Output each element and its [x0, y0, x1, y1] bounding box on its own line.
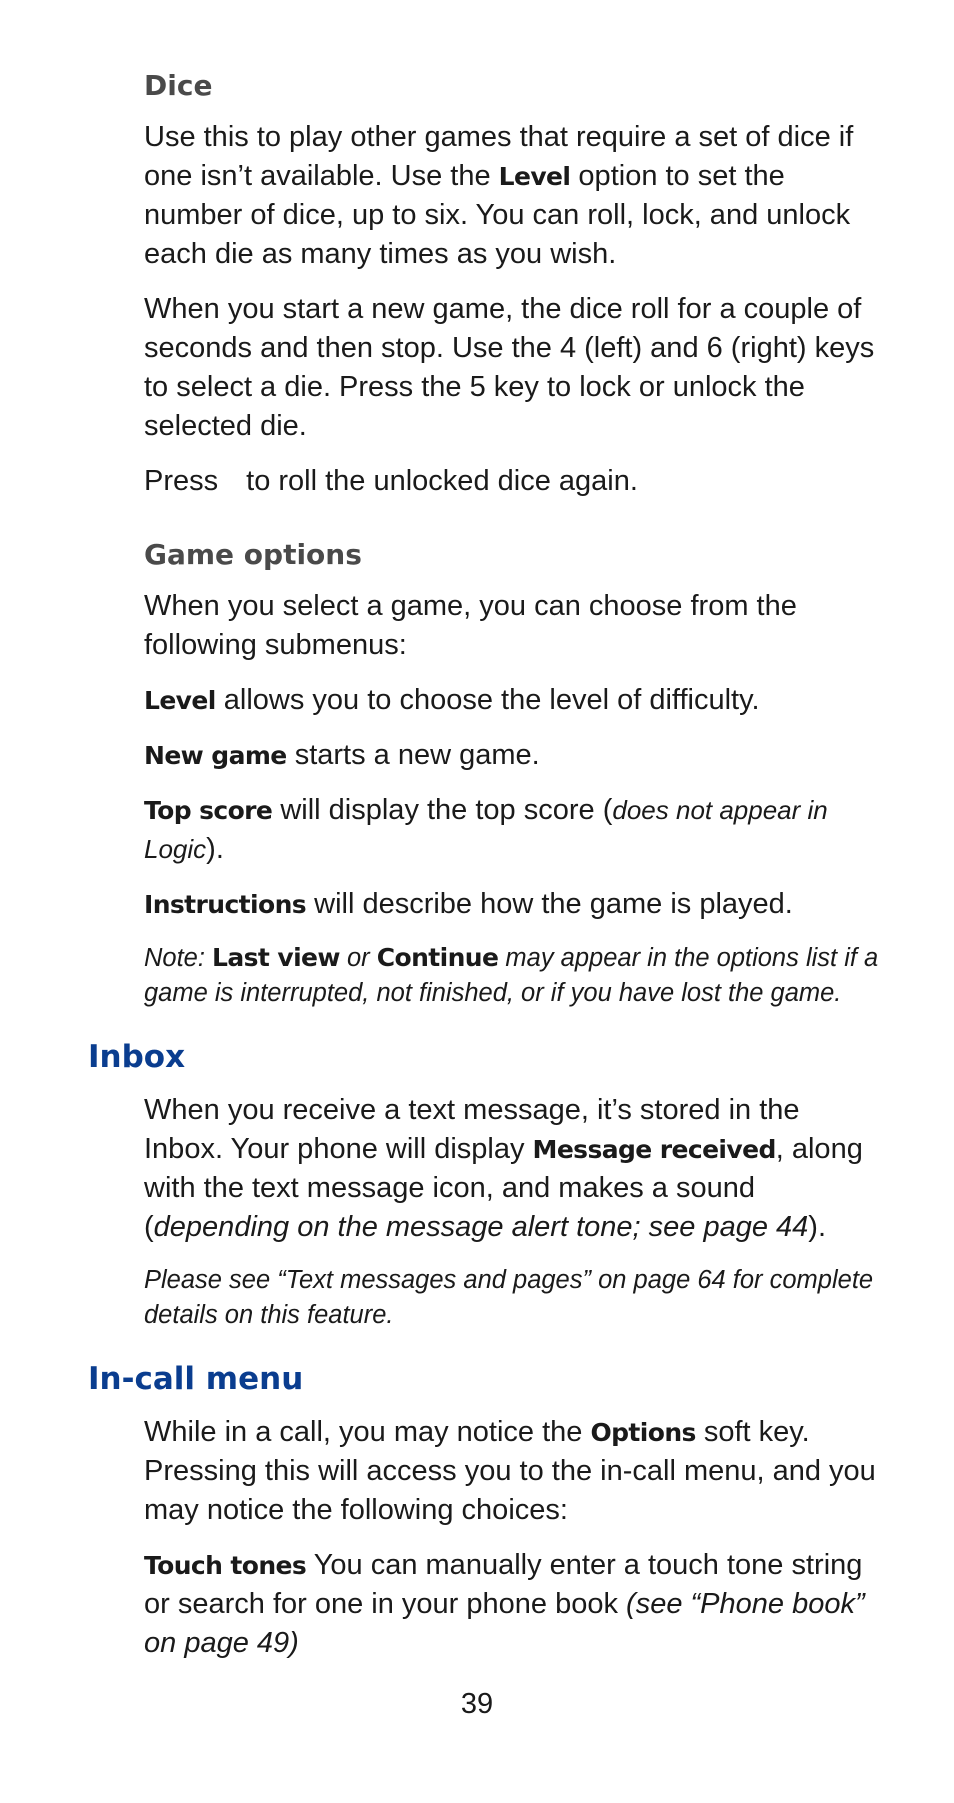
touch-tones-em: (see “Phone book” on page 49)	[144, 1588, 865, 1659]
continue-term: Continue	[376, 943, 499, 972]
instructions-text: will describe how the game is played.	[306, 888, 793, 920]
inbox-text-c: ).	[808, 1211, 827, 1243]
top-score-em: does not appear in Logic	[144, 795, 828, 864]
inbox-note: Please see “Text messages and pages” on page 64 for complete details on this feature.	[144, 1266, 874, 1329]
top-score-text: will display the top score (	[272, 794, 613, 826]
instructions-option	[144, 885, 884, 924]
options-term: Options	[590, 1418, 696, 1447]
touch-tones-term: Touch tones	[144, 1551, 307, 1580]
new-game-option	[144, 736, 884, 775]
instructions-term: Instructions	[144, 890, 307, 919]
note-or: or	[339, 944, 377, 972]
dice-paragraph-3	[144, 462, 884, 501]
level-term: Level	[498, 162, 571, 191]
note-label: Note:	[144, 944, 213, 972]
in-call-menu-heading: In-call menu	[88, 1361, 304, 1397]
in-call-paragraph	[144, 1413, 884, 1530]
level-option-text: allows you to choose the level of difficulty.	[215, 684, 760, 716]
dice-heading: Dice	[144, 69, 213, 102]
note-text: may appear in the options list if a game is interrupted, not finished, or if you have lost the game.	[144, 944, 879, 1007]
inbox-text-b: , along with the text message icon, and makes a sound (	[144, 1133, 863, 1243]
level-option-term: Level	[144, 686, 216, 715]
in-call-text-a: While in a call, you may notice the	[144, 1416, 591, 1448]
inbox-em: depending on the message alert tone; see page 44	[153, 1211, 809, 1243]
new-game-term: New game	[144, 741, 287, 770]
game-options-intro: When you select a game, you can choose from the following submenus:	[144, 590, 797, 661]
game-options-heading: Game options	[144, 538, 362, 571]
game-options-note	[144, 940, 884, 1011]
dice-paragraph-2: When you start a new game, the dice roll for a couple of seconds and then stop. Use the 4 (left) and 6 (right) keys to select a die. Press the 5 key to lock or unlock the selected die.	[144, 293, 875, 442]
inbox-text-a: When you receive a text message, it’s stored in the Inbox. Your phone will display	[144, 1094, 800, 1165]
page-content	[88, 68, 884, 1679]
touch-tones-text: You can manually enter a touch tone string or search for one in your phone book	[144, 1549, 863, 1620]
dice-p1-text-a: Use this to play other games that require a set of dice if one isn’t available. Use the	[144, 121, 854, 192]
dice-p1-text-b: option to set the number of dice, up to six. You can roll, lock, and unlock each die as many times as you wish.	[144, 160, 851, 270]
dice-p3-text-b: to roll the unlocked dice again.	[246, 465, 638, 497]
top-score-end: ).	[206, 833, 224, 865]
message-received-term: Message received	[532, 1135, 776, 1164]
in-call-text-b: soft key. Pressing this will access you to the in-call menu, and you may notice the following choices:	[144, 1416, 876, 1526]
inbox-heading: Inbox	[88, 1039, 186, 1075]
page-number: 39	[460, 1688, 494, 1720]
dice-p3-text-a: Press	[144, 465, 219, 497]
dice-paragraph-1	[144, 118, 884, 274]
touch-tones-option	[144, 1546, 884, 1663]
last-view-term: Last view	[212, 943, 340, 972]
new-game-text: starts a new game.	[286, 739, 540, 771]
level-option	[144, 681, 884, 720]
top-score-term: Top score	[144, 796, 273, 825]
top-score-option	[144, 791, 884, 869]
inbox-paragraph	[144, 1091, 884, 1247]
